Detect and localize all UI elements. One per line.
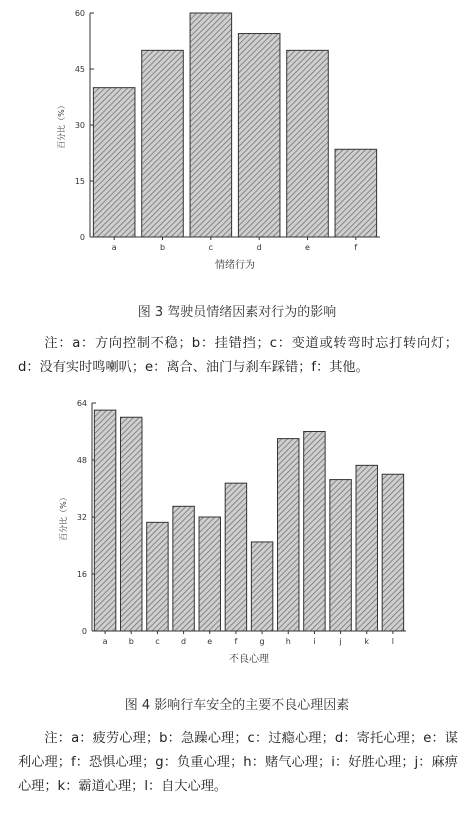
x-axis-title: 情绪行为 [215, 260, 255, 271]
y-tick-label: 0 [79, 233, 85, 242]
x-tick-label: k [364, 637, 370, 646]
bar [356, 465, 377, 631]
chart-figure-3 [0, 0, 474, 285]
bar [225, 483, 246, 631]
y-tick-label: 16 [76, 570, 87, 579]
bar [190, 13, 232, 237]
bar [142, 50, 184, 237]
x-tick-label: a [111, 243, 117, 252]
bar [173, 506, 194, 631]
x-tick-label: d [181, 637, 187, 646]
bar [278, 439, 299, 631]
bar [121, 417, 142, 631]
chart-figure-4 [0, 392, 474, 682]
x-tick-label: f [234, 637, 238, 646]
y-tick-label: 60 [74, 9, 85, 18]
x-tick-label: i [313, 637, 316, 646]
figure-4-caption: 图 4 影响行车安全的主要不良心理因素 [124, 698, 350, 713]
y-tick-label: 48 [76, 456, 87, 465]
x-tick-label: c [155, 637, 160, 646]
x-axis-title: 不良心理 [229, 654, 269, 665]
x-tick-label: f [354, 243, 358, 252]
y-tick-label: 0 [81, 627, 87, 636]
bar [335, 149, 377, 237]
y-tick-label: 15 [74, 177, 85, 186]
bar [238, 34, 280, 237]
x-tick-label: b [128, 637, 134, 646]
bar [93, 88, 135, 237]
x-tick-label: g [259, 637, 265, 646]
x-tick-label: j [339, 637, 342, 646]
y-tick-label: 64 [76, 399, 87, 408]
figure-4-note: 注：a：疲劳心理；b：急躁心理；c：过瘾心理；d：寄托心理；e：谋利心理；f：恐惧心理；g：负重心理；h：赌气心理；i：好胜心理；j：麻痹心理；k：霸道心理；l：自大心理。 [18, 731, 458, 794]
x-tick-label: h [285, 637, 291, 646]
x-tick-label: c [208, 243, 214, 252]
x-tick-label: l [391, 637, 395, 646]
figure-3-caption: 图 3 驾驶员情绪因素对行为的影响 [137, 305, 337, 320]
x-tick-label: b [159, 243, 166, 252]
bar [147, 522, 168, 631]
x-tick-label: d [256, 243, 262, 252]
bar [382, 474, 403, 631]
bar [199, 517, 220, 631]
x-tick-label: e [207, 637, 213, 646]
x-tick-label: a [102, 637, 108, 646]
y-axis-title: 百分比（%） [57, 101, 66, 149]
figure-3-note: 注：a：方向控制不稳；b：挂错挡；c：变道或转弯时忘打转向灯；d：没有实时鸣喇叭；e：离合、油门与刹车踩错；f：其他。 [18, 336, 458, 375]
bar [287, 50, 329, 237]
bar [330, 480, 351, 631]
y-tick-label: 45 [74, 65, 85, 74]
bar [251, 542, 272, 631]
y-tick-label: 30 [74, 121, 85, 130]
bar [304, 432, 325, 632]
x-tick-label: e [305, 243, 310, 252]
y-tick-label: 32 [76, 513, 87, 522]
y-axis-title: 百分比（%） [59, 493, 68, 541]
bar [94, 410, 115, 631]
